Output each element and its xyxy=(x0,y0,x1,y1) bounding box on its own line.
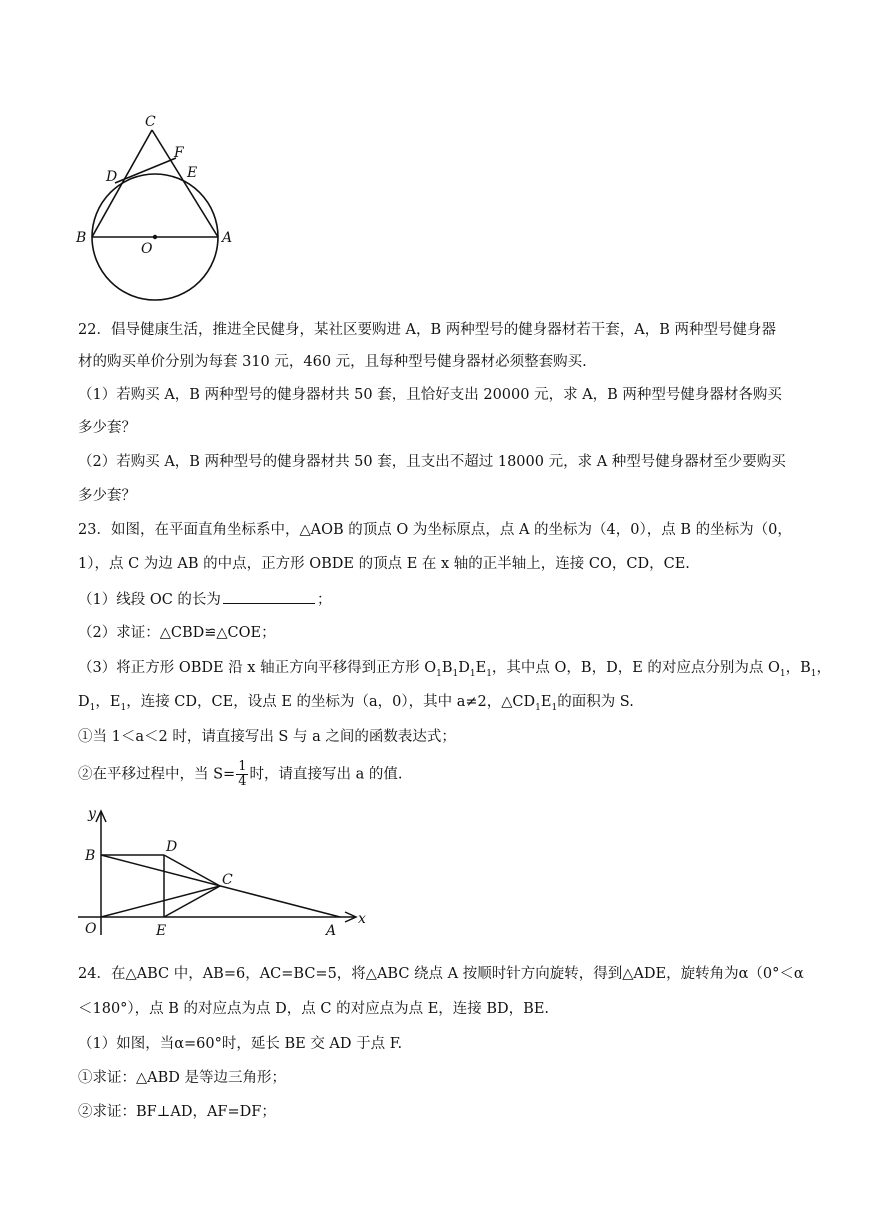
q23-part1-text: （1）线段 OC 的长为 xyxy=(78,592,221,608)
fraction-one-quarter xyxy=(236,760,248,789)
q23-p3-text-a: （3）将正方形 OBDE 沿 x 轴正方向平移得到正方形 O xyxy=(78,660,437,676)
q23-part1-end: ； xyxy=(316,592,332,608)
q23-p3-text-i: ，E xyxy=(95,694,121,710)
segment-ec xyxy=(164,886,220,917)
q22-part1-line1: （1）若购买 A，B 两种型号的健身器材共 50 套，且恰好支出 20000 元，求 A，B 两种型号健身器材各购买 xyxy=(78,387,782,403)
figure-circle-triangle xyxy=(74,108,244,303)
q23-case2-text-a: ②在平移过程中，当 S= xyxy=(78,766,236,783)
q23-line1: 23．如图，在平面直角坐标系中，△AOB 的顶点 O 为坐标原点，点 A 的坐标为（4，0），点 B 的坐标为（0， xyxy=(78,522,792,538)
label-o: O xyxy=(141,241,153,257)
label-f: F xyxy=(174,145,184,161)
label-e: E xyxy=(156,923,167,939)
label-b: B xyxy=(85,848,96,864)
q23-p3-text-g: ， xyxy=(816,660,832,676)
center-dot xyxy=(153,235,157,239)
segment-df xyxy=(115,158,176,183)
q22-part1-line2: 多少套？ xyxy=(78,420,136,436)
q22-part2-line1: （2）若购买 A，B 两种型号的健身器材共 50 套，且支出不超过 18000 元，求 A 种型号健身器材至少要购买 xyxy=(78,454,786,470)
subscript: 1 xyxy=(810,668,817,679)
q22-line2: 材的购买单价分别为每套 310 元，460 元，且每种型号健身器材必须整套购买. xyxy=(78,354,587,370)
q23-line2: 1），点 C 为边 AB 的中点，正方形 OBDE 的顶点 E 在 x 轴的正半轴上，连接 CO，CD，CE. xyxy=(78,556,690,572)
q24-line1: 24．在△ABC 中，AB=6，AC=BC=5，将△ABC 绕点 A 按顺时针方向旋转，得到△ADE，旋转角为α（0°＜α xyxy=(78,966,804,982)
segment-oc xyxy=(101,886,220,917)
subscript: 1 xyxy=(486,668,492,679)
q23-p3-text-b: B xyxy=(441,660,453,676)
q23-part1 xyxy=(78,589,331,610)
subscript: 1 xyxy=(551,702,558,713)
q23-p3-text-h: D xyxy=(78,694,90,710)
q24-case1: ①求证：△ABD 是等边三角形； xyxy=(78,1070,287,1086)
answer-blank xyxy=(223,589,315,604)
label-d: D xyxy=(166,839,178,855)
segment-dc xyxy=(164,855,220,886)
q24-case2: ②求证：BF⊥AD，AF=DF； xyxy=(78,1104,276,1120)
label-y: y xyxy=(88,806,96,822)
subscript: 1 xyxy=(452,668,459,679)
q23-part2: （2）求证：△CBD≌△COE； xyxy=(78,625,276,641)
label-a: A xyxy=(326,923,337,939)
q24-part1: （1）如图，当α=60°时，延长 BE 交 AD 于点 F. xyxy=(78,1036,403,1052)
label-a: A xyxy=(222,230,233,246)
label-e: E xyxy=(187,165,198,181)
q23-p3-text-f: ，B xyxy=(785,660,811,676)
q23-p3-text-l: 的面积为 S. xyxy=(557,694,634,710)
fraction-numerator: 1 xyxy=(238,759,247,774)
label-o: O xyxy=(85,921,97,937)
q23-case1: ①当 1＜a＜2 时，请直接写出 S 与 a 之间的函数表达式； xyxy=(78,729,456,745)
subscript: 1 xyxy=(89,702,96,713)
q22-line1: 22．倡导健康生活，推进全民健身，某社区要购进 A，B 两种型号的健身器材若干套，A，B 两种型号健身器 xyxy=(78,322,777,338)
subscript: 1 xyxy=(469,668,476,679)
segment-ac xyxy=(152,130,218,237)
q23-part3-line1 xyxy=(78,658,831,684)
label-c: C xyxy=(145,114,156,130)
label-c: C xyxy=(222,872,233,888)
label-b: B xyxy=(76,230,87,246)
subscript: 1 xyxy=(436,668,442,679)
label-x: x xyxy=(358,911,366,927)
q22-part2-line2: 多少套？ xyxy=(78,488,136,504)
subscript: 1 xyxy=(535,702,541,713)
q23-p3-text-c: D xyxy=(458,660,470,676)
q23-p3-text-d: E xyxy=(475,660,487,676)
label-d: D xyxy=(106,169,118,185)
q24-line2: ＜180°），点 B 的对应点为点 D，点 C 的对应点为点 E，连接 BD，BE. xyxy=(78,1001,550,1017)
q23-case2-text-b: 时，请直接写出 a 的值. xyxy=(249,766,403,783)
q23-case2 xyxy=(78,760,402,789)
segment-bc xyxy=(92,130,152,237)
q23-p3-text-k: E xyxy=(540,694,552,710)
subscript: 1 xyxy=(120,702,127,713)
q23-p3-text-j: ，连接 CD，CE，设点 E 的坐标为（a，0），其中 a≠2，△CD xyxy=(126,694,536,710)
q23-part3-line2 xyxy=(78,692,634,718)
subscript: 1 xyxy=(779,668,786,679)
fraction-denominator: 4 xyxy=(238,774,247,789)
q23-p3-text-e: ，其中点 O，B，D，E 的对应点分别为点 O xyxy=(491,660,780,676)
figure-coordinate-diagram xyxy=(74,800,374,945)
